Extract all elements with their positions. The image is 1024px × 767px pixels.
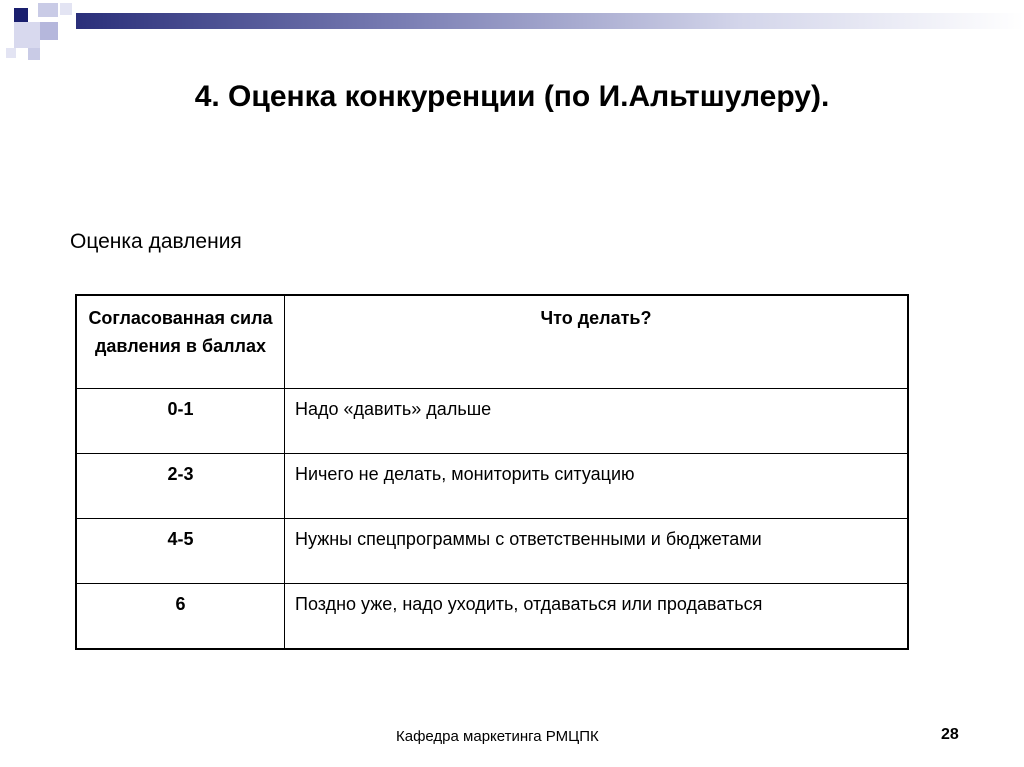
row-score: 0-1 xyxy=(76,389,285,454)
page-number: 28 xyxy=(941,726,959,743)
row-action: Ничего не делать, мониторить ситуацию xyxy=(285,454,909,519)
row-score: 4-5 xyxy=(76,519,285,584)
header-gradient-bar xyxy=(76,13,1024,29)
footer-text: Кафедра маркетинга РМЦПК xyxy=(396,728,599,745)
row-action: Поздно уже, надо уходить, отдаваться или продаваться xyxy=(285,584,909,650)
decor-square xyxy=(60,3,72,15)
slide-title: 4. Оценка конкуренции (по И.Альтшулеру). xyxy=(194,80,830,113)
slide-subtitle: Оценка давления xyxy=(70,230,242,253)
table-header-row xyxy=(76,295,908,389)
decor-square xyxy=(14,8,28,22)
header-score: Согласованная сила давления в баллах xyxy=(76,295,285,389)
decor-square xyxy=(40,22,58,40)
table-row xyxy=(76,389,908,454)
decor-square xyxy=(6,48,16,58)
header-action: Что делать? xyxy=(285,295,909,389)
table-row xyxy=(76,454,908,519)
decor-square xyxy=(14,22,40,48)
pressure-table xyxy=(75,294,909,650)
table-row xyxy=(76,584,908,650)
row-action: Нужны спецпрограммы с ответственными и бюджетами xyxy=(285,519,909,584)
row-score: 2-3 xyxy=(76,454,285,519)
row-action: Надо «давить» дальше xyxy=(285,389,909,454)
decor-square xyxy=(28,48,40,60)
decor-square xyxy=(38,3,58,17)
row-score: 6 xyxy=(76,584,285,650)
table-row xyxy=(76,519,908,584)
